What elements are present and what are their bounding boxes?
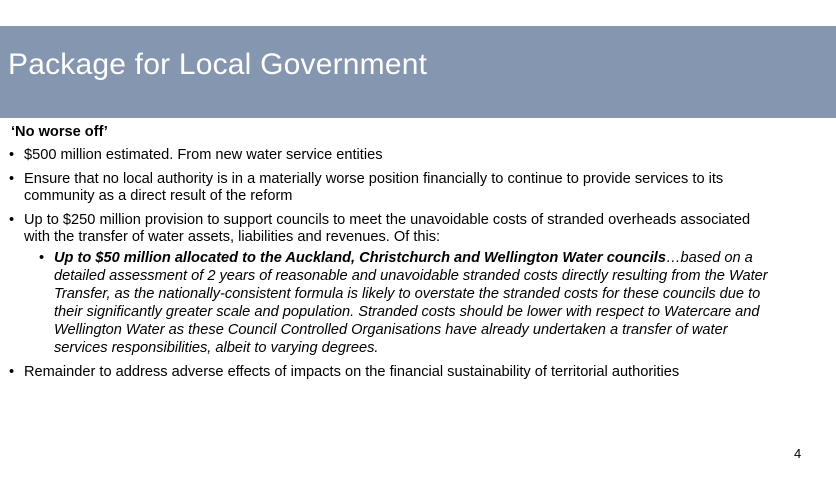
bullet-marker: •	[9, 212, 15, 228]
list-item	[8, 147, 778, 164]
bullet-marker: •	[9, 364, 15, 380]
sub-bullet-bold-text: Up to $50 million allocated to the Auckland, Christchurch and Wellington Water councils	[54, 250, 666, 266]
list-item	[8, 212, 778, 357]
bullet-text: Ensure that no local authority is in a materially worse position financially to continue to provide services to its community as a direct result of the reform	[24, 171, 724, 204]
sub-bullet-list	[24, 249, 778, 357]
bullet-list	[8, 147, 778, 381]
list-item	[8, 171, 778, 205]
subheading: ‘No worse off’	[11, 124, 108, 140]
bullet-marker: •	[9, 147, 15, 163]
sub-bullet-text: …based on a detailed assessment of 2 years of reasonable and unavoidable stranded costs directly resulting from the Water Transfer, as the nationally-consistent formula is likely to overstate the stranded costs for these councils due to their significantly greater scale and population. Stranded costs should be lower with respect to Watercare and Wellington Water as these Council Controlled Organisations have already undertaken a transfer of water services responsibilities, albeit to varying degrees.	[54, 250, 768, 356]
bullet-text: Remainder to address adverse effects of impacts on the financial sustainability of territorial authorities	[24, 364, 680, 380]
bullet-marker: •	[9, 171, 15, 187]
list-item	[8, 364, 778, 381]
sub-list-item	[24, 249, 778, 357]
bullet-text: $500 million estimated. From new water service entities	[24, 147, 383, 163]
page-number: 4	[794, 446, 802, 461]
sub-bullet-marker: •	[39, 250, 45, 266]
bullet-text: Up to $250 million provision to support councils to meet the unavoidable costs of stranded overheads associated with the transfer of water assets, liabilities and revenues. Of this:	[24, 212, 751, 245]
slide-title: Package for Local Government	[8, 48, 428, 81]
slide-content	[8, 124, 778, 388]
